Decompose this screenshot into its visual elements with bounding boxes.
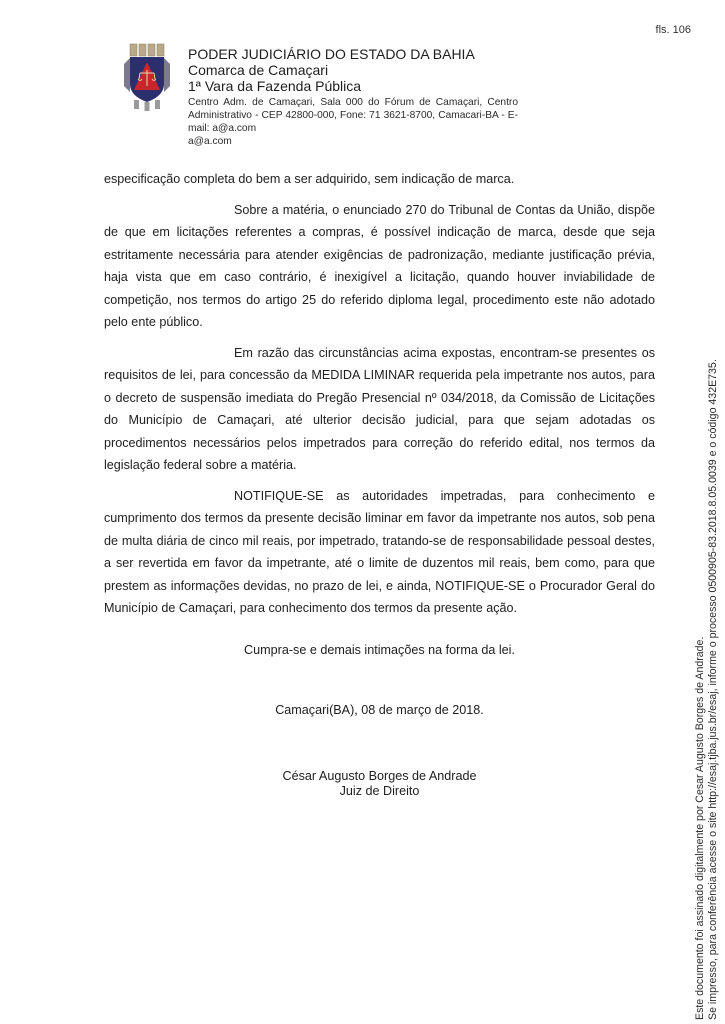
court-email: a@a.com [188,136,232,147]
division-name: 1ª Vara da Fazenda Pública [188,78,362,94]
court-address: Centro Adm. de Camaçari, Sala 000 do Fórum de Camaçari, Centro Administrativo - CEP 42800-000, Fone: 71 3621-8700, Camacari-BA - E-mail: a@a.com [188,97,518,134]
closing-statement: Cumpra-se e demais intimações na forma da lei. [244,643,515,657]
page-number: fls. 106 [655,24,691,36]
signature-note-line-2: Se impresso, para conferência acesse o site http://esaj.tjba.jus.br/esaj, informe o processo 0500905-83.2018.8.05.0039 e o código 432E735. [706,359,719,1020]
decision-body [104,168,655,628]
paragraph: especificação completa do bem a ser adquirido, sem indicação de marca. [104,172,515,186]
signer-title: Juiz de Direito [339,784,420,798]
paragraph: Em razão das circunstâncias acima expostas, encontram-se presentes os requisitos de lei, para concessão da MEDIDA LIMINAR requerida pela impetrante nos autos, para o decreto de suspensão imediata do Pregão Presencial nº 034/2018, da Comissão de Licitações do Município de Camaçari, até ulterior decisão judicial, para que sejam adotadas os procedimentos necessários pelos impetrados para correção do referido edital, nos termos da legislação federal sobre a matéria. [104,345,655,472]
bahia-coat-of-arms-icon [120,42,174,112]
digital-signature-note [694,359,719,1020]
court-name: PODER JUDICIÁRIO DO ESTADO DA BAHIA [188,46,475,62]
signature-note-line-1: Este documento foi assinado digitalmente por Cesar Augusto Borges de Andrade. [694,636,706,1020]
header-text-block [188,46,548,149]
signature-block [104,769,655,799]
date-place: Camaçari(BA), 08 de março de 2018. [275,703,484,717]
signer-name: César Augusto Borges de Andrade [282,769,477,783]
district-name: Comarca de Camaçari [188,62,329,78]
paragraph: NOTIFIQUE-SE as autoridades impetradas, para conhecimento e cumprimento dos termos da presente decisão liminar em favor da impetrante nos autos, sob pena de multa diária de cinco mil reais, por impetrado, tratando-se de responsabilidade pessoal destes, a ser revertida em favor da impetrante, até o limite de duzentos mil reais, bem como, para que prestem as informações devidas, no prazo de lei, e ainda, NOTIFIQUE-SE o Procurador Geral do Município de Camaçari, para conhecimento dos termos da presente ação. [104,488,655,615]
paragraph: Sobre a matéria, o enunciado 270 do Tribunal de Contas da União, dispõe de que em licitações referentes a compras, é possível indicação de marca, desde que seja estritamente necessária para atender exigências de padronização, mediante justificação prévia, haja vista que em caso contrário, é inexigível a licitação, quando houver inviabilidade de competição, nos termos do artigo 25 do referido diploma legal, procedimento este não adotado pelo ente público. [104,202,655,329]
